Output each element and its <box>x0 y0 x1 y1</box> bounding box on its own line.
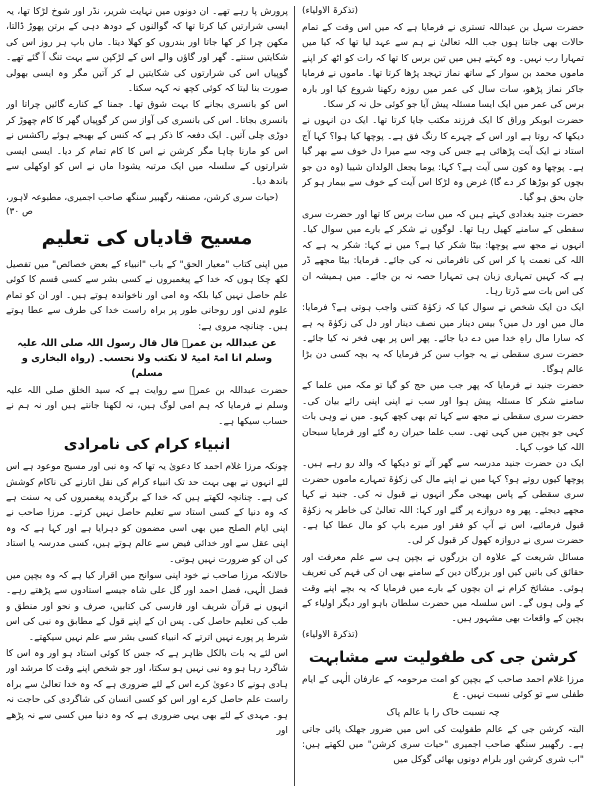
paragraph: ایک دن حضرت جنید مدرسہ سے گھر آئے تو دیکھا کہ والد رو رہے ہیں۔ پوچھا کیوں روتے ہو؟ کہا میں نے اپنے مال کی زکوٰۃ تمہارے ماموں حضرت سری سقطی کے پاس بھیجی مگر انہوں نے قبول نہ کی۔ جنید نے کہا مجھے دیجئے۔ پھر وہ دروازے پر گئے اور کہا: اللہ تعالیٰ کی خاطر یہ زکوٰۃ قبول فرمائیے، اس نے آپ کو فقر اور میرے باپ کو مال عطا کیا ہے۔ حضرت سری نے دروازہ کھول کر قبول کر لی۔ <box>302 458 584 547</box>
paragraph: حضرت عبداللہ بن عمرؓ سے روایت ہے کہ سید الخلق صلی اللہ علیہ وسلم نے فرمایا کہ ہم امی لوگ ہیں، نہ لکھنا جانتے ہیں اور نہ ہم نے حساب سیکھا ہے۔ <box>6 384 288 427</box>
right-column <box>302 4 584 788</box>
paragraph: میں اپنی کتاب "معیار الحق" کے باب "انبیاء کے بعض خصائص" میں تفصیل لکھ چکا ہوں کہ خدا کے پیغمبروں نے کسی بشر سے کسی قسم کا کوئی علم حاصل نہیں کیا بلکہ وہ امی اور ناخواندہ ہوتے ہیں۔ اور ان کو تمام علوم لدنی اور روحانی طور پر براہ راست خدا کی طرف سے عطا ہوتے ہیں۔ چنانچہ مروی ہے: <box>6 258 288 332</box>
section-heading: کرشن جی کی طفولیت سے مشابہت <box>308 647 578 666</box>
left-column <box>6 4 288 788</box>
verse-line: چہ نسبت خاک را با عالم پاک <box>386 706 500 718</box>
source-reference: (حیات سری کرشن، مصنفہ رگھبیر سنگھ صاحب اجمیری، مطبوعہ لاہور، ص ۳۰) <box>6 192 279 217</box>
paragraph: حضرت سہل بن عبداللہ تستری نے فرمایا ہے کہ میں اس وقت کے تمام حالات بھی جانتا ہوں جب اللہ تعالیٰ نے ہم سے عہد لیا تھا کہ کیا میں تمہارا رب نہیں۔ وہ کہتے ہیں میں تین برس کا تھا کہ رات کو اٹھ کر اپنے ماموں محمد بن سوار کے ساتھ نماز تہجد پڑھا کرتا تھا۔ ماموں نے فرمایا جاکر نماز پڑھو، سات سال کی عمر میں روزہ رکھنا شروع کیا اور بارہ برس کی عمر میں ایک ایسا مسئلہ پیش آیا جو کوئی حل نہ کر سکا۔ <box>302 22 584 111</box>
column-divider <box>294 6 295 786</box>
paragraph: حضرت ابوبکر وراق کا ایک فرزند مکتب جایا کرتا تھا۔ ایک دن انہوں نے دیکھا کہ روتا ہے اور اس کے چہرے کا رنگ فق ہے۔ پوچھا کیا ہوا؟ کہا آج استاد نے ایک آیت پڑھائی ہے جس کی وجہ سے میرا دل خوف سے بھر گیا ہے۔ پوچھا وہ کون سی آیت ہے؟ کہا: یوما یجعل الولدان شیبا (وہ دن جو بچوں کو بوڑھا کر دے گا) غرض وہ لڑکا اس آیت کے خوف سے بیمار ہو کر جان بحق ہو گیا۔ <box>302 115 584 204</box>
paragraph: حضرت جنید نے فرمایا کہ پھر جب میں حج کو گیا تو مکہ میں علما کے سامنے شکر کا مسئلہ پیش ہوا اور سب نے اپنی اپنی رائے بیان کی۔ حضرت سری سقطی نے مجھ سے کہا تم بھی کچھ کہو۔ میں نے وہی بات کہی جو بچپن میں کہی تھی۔ سب علما حیران رہ گئے اور فرمایا سبحان اللہ کیا خوب کہا۔ <box>302 380 584 453</box>
paragraph: مسائل شریعت کے علاوہ ان بزرگوں نے بچپن ہی سے علم معرفت اور حقائق کی باتیں کیں اور بزرگان دین کے سامنے بھی ان کی فہم کی تعریف ہوئی۔ مشائخ کرام نے ان بچوں کے بارے میں فرمایا کہ یہ بچے اپنے وقت کے ولی ہوں گے۔ اس سلسلہ میں حضرت سلطان باہو اور دیگر اولیاء کے بچپن کے واقعات بھی مشہور ہیں۔ <box>302 551 584 625</box>
source-reference: (تذکرۃ الاولیاء) <box>302 629 359 640</box>
paragraph: اس کو بانسری بجانے کا بہت شوق تھا۔ جمنا کے کنارے گائیں چراتا اور بانسری بجاتا۔ اس کی بانسری کی آواز سن کر گوپیاں گھر کا کام چھوڑ کر دوڑی چلی آتیں۔ ایک دفعہ کا ذکر ہے کہ کنس کے بھیجے ہوئے راکشس نے اس کو مارنا چاہا مگر کرشن نے اس کا کام تمام کر دیا۔ ایسی ایسی شرارتوں کے سلسلہ میں ایک مرتبہ یشودا ماں نے اس کو اوکھلی سے باندھ دیا۔ <box>6 99 288 188</box>
hadith-quote: عن عبداللہ بن عمرؓ قال قال رسول اللہ صلی اللہ علیہ وسلم انا امۃ امیۃ لا نکتب ولا نحسب۔ (رواہ البخاری و مسلم) <box>17 337 277 379</box>
paragraph: اس لئے یہ بات بالکل ظاہر ہے کہ جس کا کوئی استاد ہو اور وہ اس کا شاگرد رہا ہو وہ نبی نہیں ہو سکتا، اور جو شخص اپنے وقت کا مرشد اور ہادی ہونے کا دعویٰ کرے اس کے لئے ضروری ہے کہ وہ خدا تعالیٰ سے براہ راست علم حاصل کرے اور اس کو کسی انسان کی شاگردی کی حاجت نہ ہو۔ مہدی کے لئے بھی یہی ضروری ہے کہ وہ دنیا میں کسی سے نہ پڑھے اور <box>6 648 288 737</box>
source-reference: (تذکرۃ الاولیاء) <box>302 6 359 16</box>
paragraph: حالانکہ مرزا صاحب نے خود اپنی سوانح میں اقرار کیا ہے کہ وہ بچپن میں فضل الٰہی، فضل احمد اور گل علی شاہ جیسے استادوں سے پڑھتے رہے۔ انہوں نے قرآن شریف اور فارسی کی کتابیں، صرف و نحو اور منطق و طب کی تعلیم حاصل کی۔ پس ان کے اپنے قول کے مطابق وہ نبی کی اس شرط پر پورے نہیں اترتے کہ انبیاء کسی بشر سے علم نہیں سیکھتے۔ <box>6 569 288 643</box>
paragraph: پرورش پا رہے تھے۔ ان دونوں میں نہایت شریر، نڈر اور شوخ لڑکا تھا، یہ ایسی شرارتیں کیا کرتا تھا کہ گوالنوں کے دودھ دہی کے برتن پھوڑ ڈالتا، مکھن چرا کر کھا جاتا اور بندروں کو کھلا دیتا۔ ماں باپ ہر روز اس کی شکایتیں سنتے۔ گھر اور گاؤں والے اس کے لڑکپن سے بہت تنگ آ گئے تھے۔ گوپیاں اس کی شرارتوں کی شکایتیں لے کر آتیں مگر وہ ایسی بھولی صورت بنا لیتا کہ کوئی کچھ نہ کہہ سکتا۔ <box>6 6 288 95</box>
paragraph: البتہ کرشن جی کے عالم طفولیت کی اس میں ضرور جھلک پائی جاتی ہے۔ رگھبیر سنگھ صاحب اجمیری "حیات سری کرشن" میں لکھتے ہیں: "اب شری کرشن اور بلرام دونوں بھائی گوکل میں <box>302 723 584 766</box>
paragraph: ایک دن ایک شخص نے سوال کیا کہ زکوٰۃ کتنی واجب ہوتی ہے؟ فرمایا: مال میں اور دل میں؟ بیس دینار میں نصف دینار اور دل کی زکوٰۃ یہ ہے کہ سارا مال راہِ خدا میں دے دیا جائے۔ پھر اس پر بھی فخر نہ کیا جائے۔ حضرت سری سقطی نے یہ جواب سن کر فرمایا کہ یہ بچہ کسی دن بڑا عالم ہوگا۔ <box>302 302 584 375</box>
section-heading: انبیاء کرام کی نامرادی <box>63 435 231 454</box>
paragraph: چونکہ مرزا غلام احمد کا دعویٰ یہ تھا کہ وہ نبی اور مسیح موعود ہے اس لئے انہوں نے بھی بہت حد تک انبیاء کرام کی نقل اتارنے کی ناکام کوشش کی ہے۔ چنانچہ لکھتے ہیں کہ خدا کے برگزیدہ پیغمبروں کی یہ سنت ہے کہ وہ دنیا کے کسی استاد سے تعلیم حاصل نہیں کرتے۔ مرزا صاحب نے اپنی ایام الصلح میں بھی اسی مضمون کو دہرایا ہے اور کہا ہے کہ وہ اپنی عقل سے اور خدائی فیض سے عالم ہوتے ہیں، کسی مدرسہ یا استاد کی ان کو ضرورت نہیں ہوتی۔ <box>6 461 288 565</box>
section-heading: مسیح قادیاں کی تعلیم <box>41 226 253 249</box>
paragraph: مرزا غلام احمد صاحب کے بچپن کو امت مرحومہ کے عارفان الٰہی کے ایام طفلی سے تو کوئی نسبت نہیں۔ ع <box>302 673 584 701</box>
paragraph: حضرت جنید بغدادی کہتے ہیں کہ میں سات برس کا تھا اور حضرت سری سقطی کے سامنے کھیل رہا تھا۔ لوگوں نے شکر کے بارے میں سوال کیا۔ انہوں نے مجھ سے پوچھا: بیٹا شکر کیا ہے؟ میں نے کہا: شکر یہ ہے کہ اللہ کی نعمت پا کر اس کی نافرمانی نہ کی جائے۔ فرمایا: بیٹا مجھے ڈر ہے کہ کہیں تمہاری زبان ہی تمہارا حصہ نہ بن جائے۔ میں ہمیشہ ان کی اس بات سے ڈرتا رہا۔ <box>302 208 584 297</box>
